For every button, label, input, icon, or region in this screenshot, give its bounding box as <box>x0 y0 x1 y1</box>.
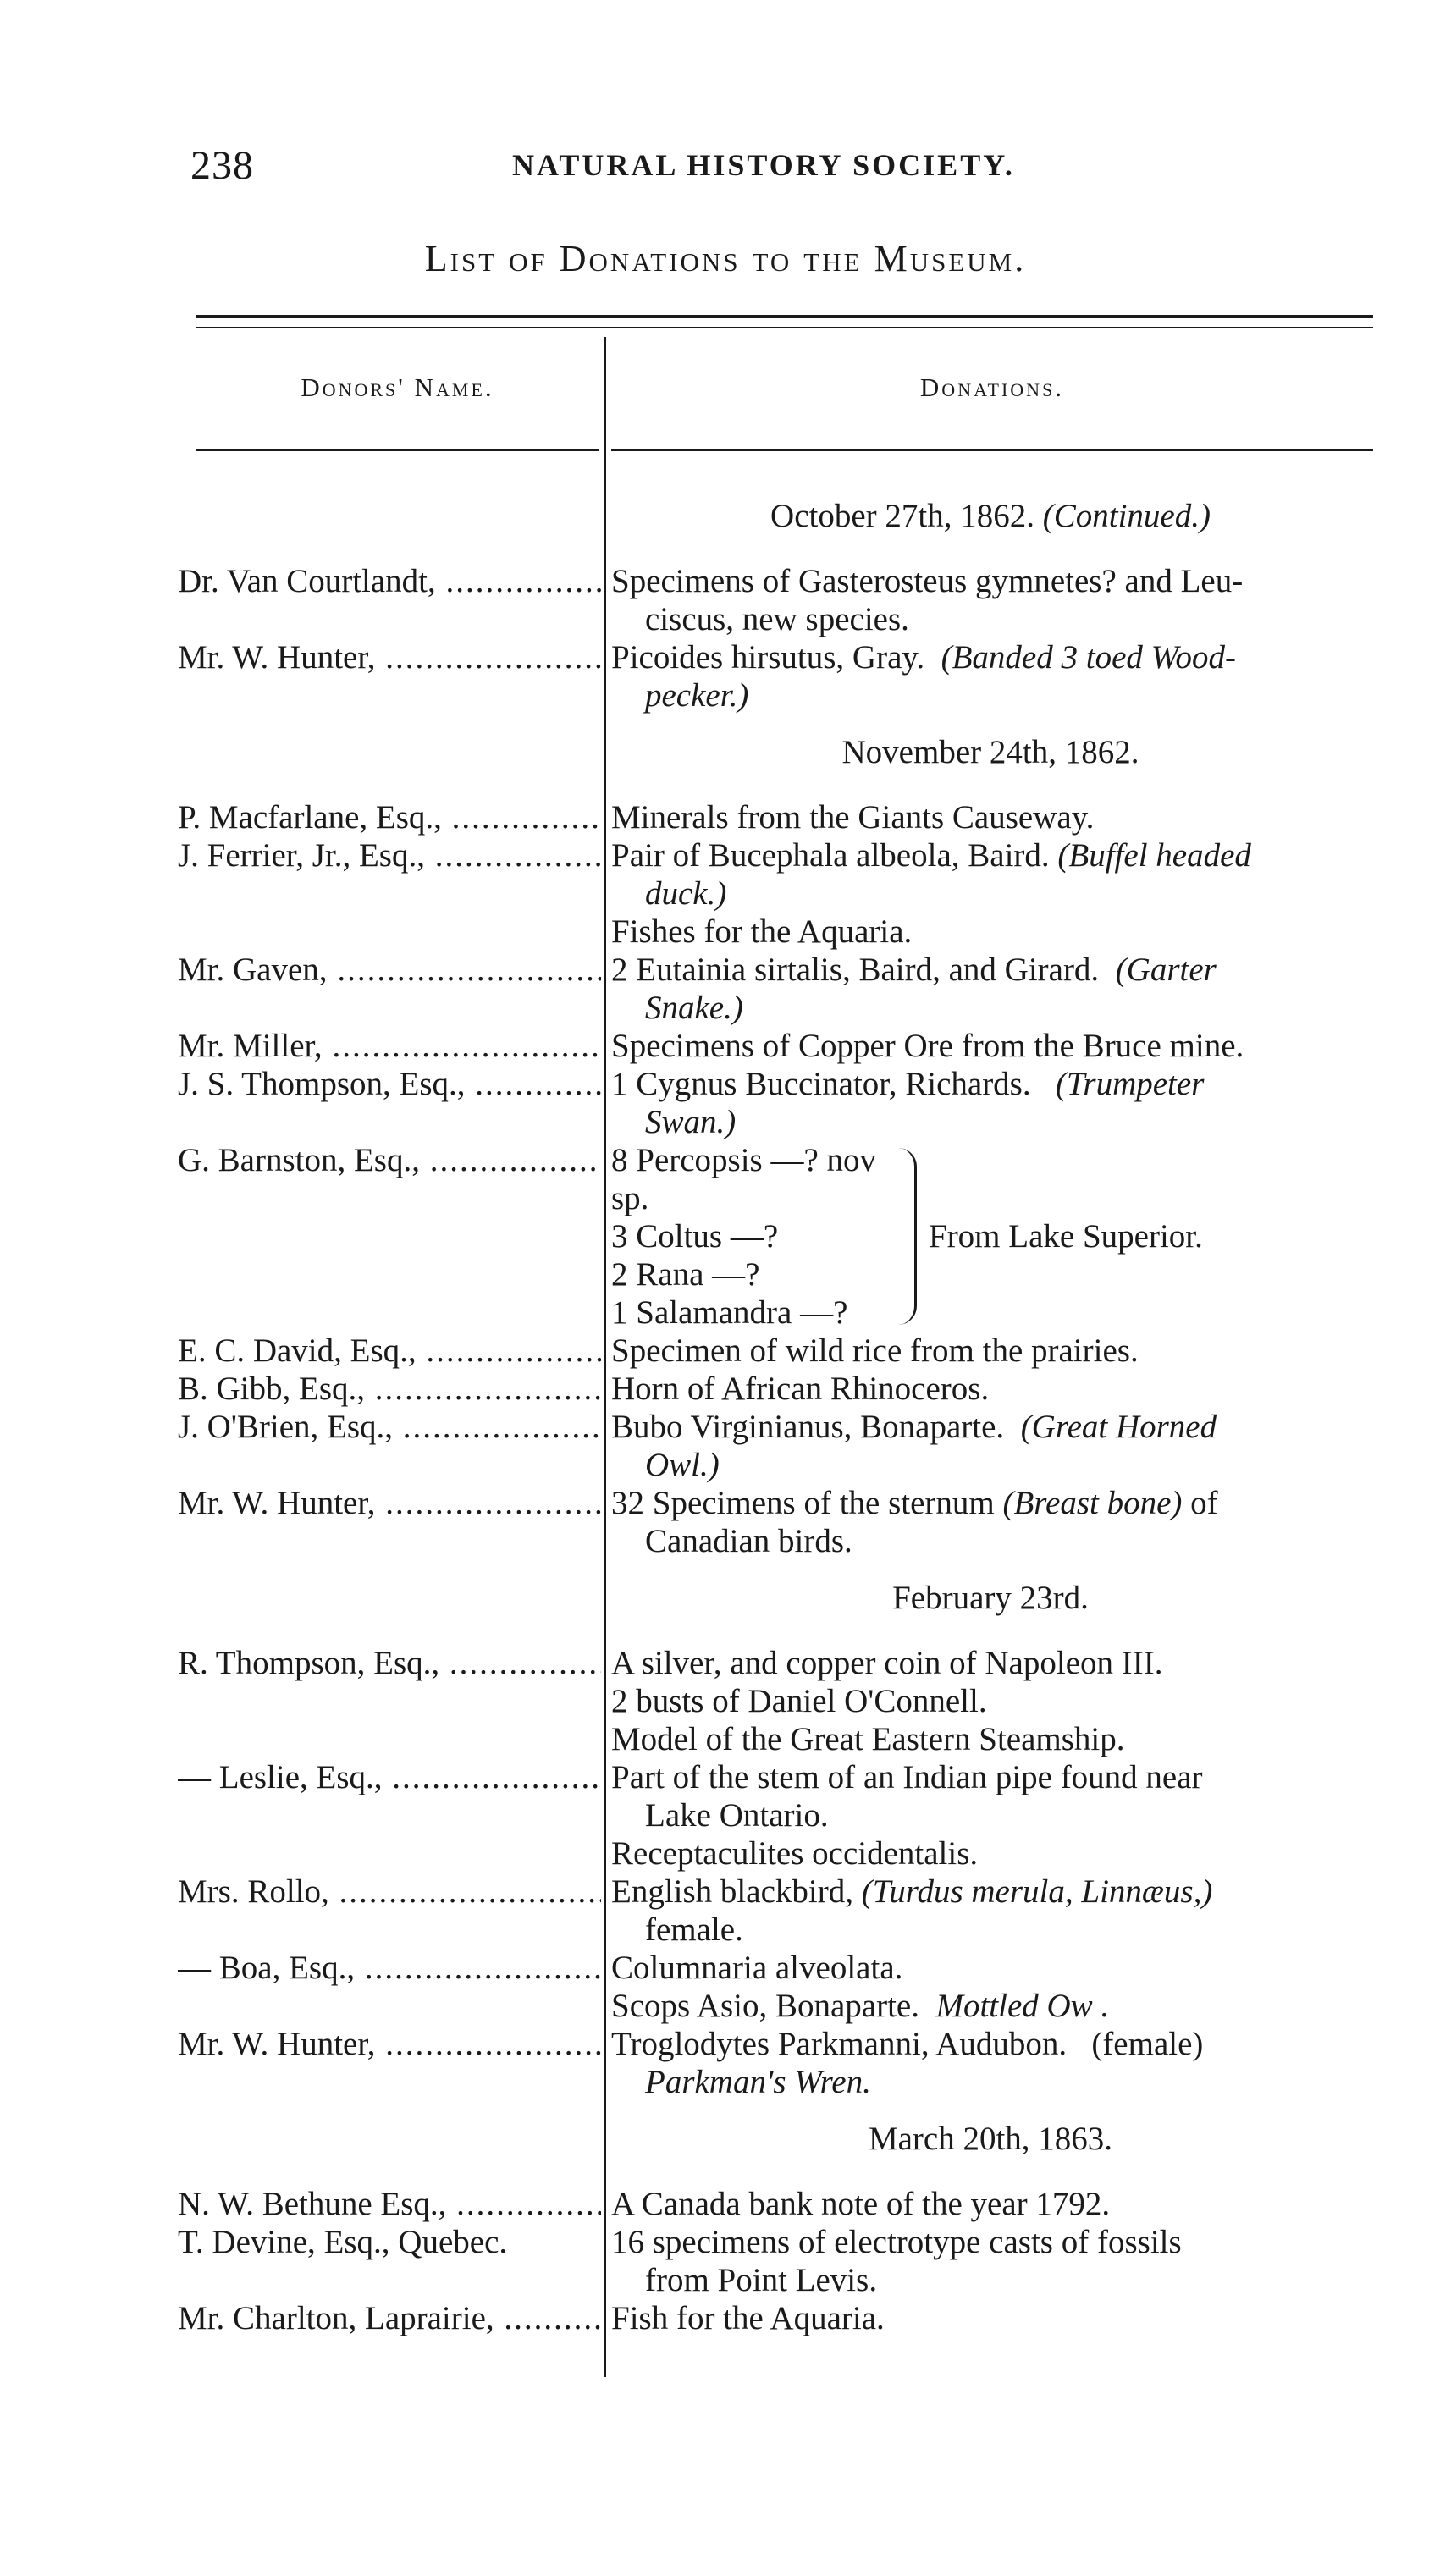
list-item <box>178 1758 1380 1834</box>
list-title: List of Donations to the Museum. <box>424 238 1027 279</box>
header-rule-donors <box>196 449 599 451</box>
section-date: November 24th, 1862. <box>841 734 1139 770</box>
list-item <box>178 1682 1380 1720</box>
donation: A Canada bank note of the year 1792. <box>611 2186 1111 2222</box>
donor-name <box>178 1682 601 1720</box>
list-item <box>178 2185 1380 2223</box>
donation: Pair of Bucephala albeola, Baird. (Buffel headed duck.) <box>611 837 1251 912</box>
donor-name: — Leslie, Esq., ..... <box>178 1758 601 1834</box>
donor-name <box>178 1987 601 2025</box>
top-rule-thin <box>196 327 1373 328</box>
list-item <box>178 1873 1380 1949</box>
column-header-donors: Donors' Name. <box>301 372 494 402</box>
donor-name: P. Macfarlane, Esq., ..... <box>178 798 601 836</box>
donation: 32 Specimens of the sternum (Breast bone) of Canadian birds. <box>611 1485 1218 1559</box>
section-date: March 20th, 1863. <box>868 2121 1113 2157</box>
donation: Bubo Virginianus, Bonaparte. (Great Horned Owl.) <box>611 1409 1217 1483</box>
column-header-donations: Donations. <box>919 372 1065 402</box>
section-date: October 27th, 1862. (Continued.) <box>770 498 1211 534</box>
group-label: From Lake Superior. <box>929 1218 1203 1255</box>
donor-name: G. Barnston, Esq., ..... <box>178 1141 601 1332</box>
donation: Fishes for the Aquaria. <box>611 913 913 950</box>
donation: English blackbird, (Turdus merula, Linnæus,) female. <box>611 1873 1213 1948</box>
donation: Model of the Great Eastern Steamship. <box>611 1721 1125 1757</box>
section-date: February 23rd. <box>892 1580 1089 1616</box>
donor-name: Dr. Van Courtlandt, ..... <box>178 562 601 638</box>
donation: Specimens of Gasterosteus gymnetes? and Leu- ciscus, new species. <box>611 563 1244 637</box>
donor-name: Mr. Gaven, ..... <box>178 951 601 1027</box>
donation: 2 Eutainia sirtalis, Baird, and Girard. (Garter Snake.) <box>611 952 1217 1026</box>
donor-name: — Boa, Esq., ..... <box>178 1949 601 1987</box>
donor-name: T. Devine, Esq., Quebec. <box>178 2224 508 2260</box>
donation: Minerals from the Giants Causeway. <box>611 799 1095 836</box>
list-item <box>178 1484 1380 1560</box>
donations-list <box>178 478 1380 2337</box>
donation: Part of the stem of an Indian pipe found near Lake Ontario. <box>611 1759 1203 1834</box>
list-item <box>178 1065 1380 1141</box>
section-date-note: (Continued.) <box>1042 498 1211 534</box>
list-item <box>178 638 1380 714</box>
list-item <box>178 1949 1380 1987</box>
list-item <box>178 1370 1380 1408</box>
donation: 1 Cygnus Buccinator, Richards. (Trumpeter Swan.) <box>611 1066 1205 1140</box>
donation: Specimens of Copper Ore from the Bruce mine. <box>611 1028 1244 1064</box>
list-item <box>178 562 1380 638</box>
donation: Scops Asio, Bonaparte. Mottled Ow . <box>611 1988 1110 2024</box>
brace-icon <box>889 1148 917 1325</box>
header-rule-donations <box>611 449 1373 451</box>
donor-name: E. C. David, Esq., ..... <box>178 1332 601 1370</box>
donor-name: Mr. W. Hunter, ..... <box>178 1484 601 1560</box>
donor-name: Mr. W. Hunter, ..... <box>178 638 601 714</box>
donor-name: J. O'Brien, Esq., ..... <box>178 1408 601 1484</box>
list-item <box>178 836 1380 913</box>
donation: A silver, and copper coin of Napoleon III. <box>611 1645 1163 1681</box>
donation: Columnaria alveolata. <box>611 1950 903 1986</box>
donor-name: J. Ferrier, Jr., Esq., ..... <box>178 836 601 913</box>
donor-name <box>178 913 601 951</box>
list-item <box>178 798 1380 836</box>
page-header <box>190 142 1371 193</box>
donation: Specimen of wild rice from the prairies. <box>611 1332 1139 1369</box>
donor-name: B. Gibb, Esq., ..... <box>178 1370 601 1408</box>
donation: Picoides hirsutus, Gray. (Banded 3 toed Wood- pecker.) <box>611 639 1237 714</box>
list-item <box>178 1332 1380 1370</box>
donor-name <box>178 1834 601 1873</box>
donation: Troglodytes Parkmanni, Audubon. (female) Parkman's Wren. <box>611 2026 1204 2100</box>
list-item <box>178 1987 1380 2025</box>
donor-name: Mr. Miller, ..... <box>178 1027 601 1065</box>
list-item <box>178 1408 1380 1484</box>
donation-group: 8 Percopsis —? nov sp. 3 Coltus —? 2 Rana —? 1 Salamandra —? From Lake Superior. <box>611 1142 1203 1331</box>
list-item <box>178 1141 1380 1332</box>
donor-name: Mr. W. Hunter, ..... <box>178 2025 601 2101</box>
donation: 16 specimens of electrotype casts of fossils from Point Levis. <box>611 2224 1182 2298</box>
list-item <box>178 1834 1380 1873</box>
page-number: 238 <box>190 143 254 188</box>
running-head: NATURAL HISTORY SOCIETY. <box>512 148 1015 182</box>
donor-name: N. W. Bethune Esq., ..... <box>178 2185 601 2223</box>
donor-name: R. Thompson, Esq., ..... <box>178 1644 601 1682</box>
donation: Receptaculites occidentalis. <box>611 1835 979 1872</box>
list-item <box>178 2299 1380 2337</box>
list-item <box>178 913 1380 951</box>
donation: 2 busts of Daniel O'Connell. <box>611 1683 987 1719</box>
list-item <box>178 1027 1380 1065</box>
donor-name <box>178 1720 601 1758</box>
top-rule <box>196 315 1373 318</box>
donation: Horn of African Rhinoceros. <box>611 1371 990 1407</box>
list-item <box>178 2025 1380 2101</box>
list-item <box>178 1644 1380 1682</box>
donor-name: Mr. Charlton, Laprairie, ..... <box>178 2299 601 2337</box>
donation: Fish for the Aquaria. <box>611 2300 885 2336</box>
list-item <box>178 951 1380 1027</box>
list-item <box>178 2223 1380 2299</box>
donor-name: Mrs. Rollo, ..... <box>178 1873 601 1949</box>
donor-name: J. S. Thompson, Esq., ..... <box>178 1065 601 1141</box>
list-item <box>178 1720 1380 1758</box>
